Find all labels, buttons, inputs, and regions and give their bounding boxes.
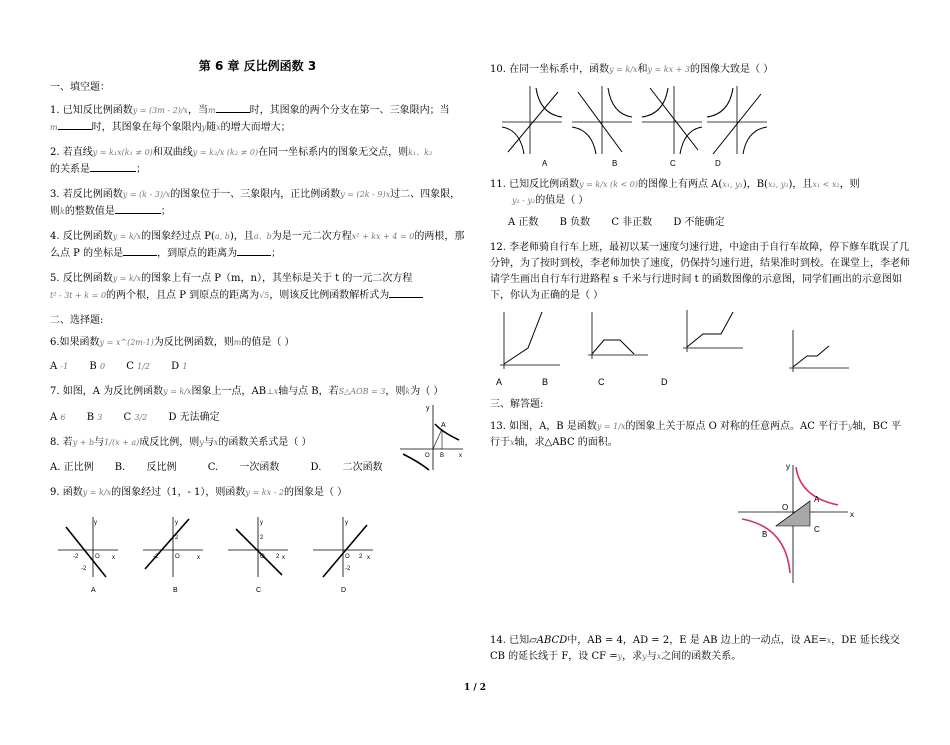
svg-text:O: O: [95, 554, 100, 560]
q9-graph-b: [143, 517, 203, 594]
option-b[interactable]: B 0: [89, 361, 106, 372]
point-label-a: A: [441, 422, 446, 429]
option-c[interactable]: C 非正数: [611, 217, 653, 228]
answer-blank[interactable]: [237, 245, 271, 256]
svg-text:x: x: [367, 555, 370, 561]
answer-blank[interactable]: [58, 119, 92, 130]
svg-text:2: 2: [276, 554, 280, 560]
q12-graph-c: [661, 310, 743, 387]
q12-graphs: [494, 310, 854, 388]
svg-text:O: O: [345, 554, 350, 560]
axis-label-y: y: [426, 405, 430, 412]
q12-graph-b: [542, 312, 648, 387]
svg-text:y: y: [260, 520, 263, 526]
svg-text:x: x: [112, 555, 115, 561]
section-answer-heading: 三、解答题:: [490, 399, 544, 410]
answer-blank[interactable]: [389, 287, 423, 298]
q9-graph-d: [313, 517, 373, 594]
svg-text:-2: -2: [73, 554, 79, 560]
graph-label-a: A: [91, 587, 96, 594]
formula: y = (3m - 2)/x: [132, 106, 189, 115]
option-c[interactable]: C. 一次函数: [207, 462, 280, 473]
graph-label-c: C: [598, 377, 605, 387]
option-c[interactable]: C 1/2: [126, 361, 150, 372]
option-b[interactable]: B 负数: [559, 217, 591, 228]
question-3: 3. 若反比例函数y = (k - 3)/x的图象位于一、三象限内，正比例函数y = (2k - 9)x过二、四象限，则k的整数值是 ；: [50, 189, 461, 217]
question-7: 7. 如图，A 为反比例函数y = k/x图象上一点，AB⊥x轴与点 B，若S△AOB = 3，则k为（ ） A 6 B 3 C 3/2 D 无法确定 y A O B x: [50, 384, 465, 426]
point-label-b: B: [762, 530, 768, 539]
section-fill-heading: 一、填空题：: [50, 82, 110, 93]
page-number: 1 / 2: [463, 683, 487, 693]
page-title: 第 6 章 反比例函数 3: [198, 59, 317, 73]
svg-text:O: O: [260, 554, 265, 560]
answer-blank[interactable]: [123, 245, 157, 256]
option-a[interactable]: A 正数: [508, 217, 539, 228]
question-9: 9. 函数y = k/x的图象经过（1，- 1），则函数y = kx - 2的图象是（ ） y x O -2 -2 A y x O 2 -2 B y x O 2 2 C y x O 2 -2 D: [50, 485, 465, 597]
svg-text:-2: -2: [345, 566, 351, 572]
graph-label-a: A: [496, 377, 503, 387]
option-d[interactable]: D 1: [171, 361, 188, 372]
question-12: 12. 李老师骑自行车上班，最初以某一速度匀速行进，中途由于自行车故障，停下修车耽误了几分钟，为了按时到校，李老师加快了速度，仍保持匀速行进，结果准时到校。在课堂上，李老师请学生画出自行车行进路程 s 千米与行进时间 t 的函数图像的示意图，同学们画出的示意图如下，你认为正确的是（ ） A B C D: [490, 242, 910, 387]
option-b[interactable]: B. 反比例: [114, 462, 177, 473]
q10-graph-c: [642, 86, 702, 168]
options: [508, 215, 910, 231]
origin-label: O: [782, 503, 789, 512]
question-4: 4. 反比例函数y = k/x的图象经过点 P(a, b)，且a、b为是一元二次方程x² + kx + 4 = 0的两根，那么点 P 的坐标是 ，到原点的距离为 ；: [50, 231, 465, 259]
axis-label-x: x: [459, 453, 462, 459]
question-10: 10. 在同一坐标系中，函数y = k/x和y = kx + 3的图像大致是（ ） A B C D: [490, 64, 774, 168]
svg-text:y: y: [345, 520, 348, 526]
question-6: 6.如果函数y = x^(2m-1)为反比例函数，则m的值是（ ） A -1 B 0 C 1/2 D 1: [50, 335, 465, 375]
q13-figure: [738, 457, 868, 587]
q9-graphs: [58, 517, 378, 597]
point-label-b: B: [440, 453, 445, 459]
question-2: 2. 若直线y = k₁x(k₁ ≠ 0)和双曲线y = k₂/x (k₂ ≠ 0)在同一坐标系内的图象无交点，则k₁、k₂ 的关系是 ；: [50, 147, 433, 175]
q7-figure: [395, 402, 465, 472]
svg-text:-2: -2: [153, 554, 159, 560]
axis-label-x: x: [850, 510, 854, 519]
origin-label: O: [425, 453, 430, 459]
graph-label-b: B: [542, 377, 549, 387]
options: [50, 359, 465, 375]
svg-text:-2: -2: [81, 566, 87, 572]
answer-blank[interactable]: [115, 203, 161, 214]
axis-label-y: y: [786, 462, 790, 471]
svg-text:x: x: [197, 555, 200, 561]
svg-text:2: 2: [175, 535, 179, 541]
svg-text:y: y: [175, 520, 178, 526]
q9-graph-c: [228, 517, 288, 594]
q12-graph-a: [496, 312, 560, 387]
question-14: 14. 已知▱ABCD中，AB = 4，AD = 2，E 是 AB 边上的一动点，设 AE=x，DE 延长线交 CB 的延长线于 F，设 CF =y，求y与x之间的函数关系。: [490, 635, 900, 662]
option-a[interactable]: A -1: [50, 361, 69, 372]
svg-text:y: y: [94, 520, 97, 526]
option-d[interactable]: D 无法确定: [168, 412, 220, 423]
q10-graphs: [502, 84, 772, 168]
q10-graph-b: [572, 86, 632, 168]
graph-label-a: A: [542, 159, 548, 168]
graph-label-d: D: [715, 159, 721, 168]
graph-label-b: B: [173, 587, 178, 594]
graph-label-d: D: [341, 587, 347, 594]
graph-label-c: C: [256, 587, 262, 594]
section-choice-heading: 二、选择题:: [50, 315, 104, 326]
question-8: 8. 若y + b与1/(x + a)成反比例，则y与x的函数关系式是（ ） A. 正比例 B. 反比例 C. 一次函数 D. 二次函数: [50, 435, 465, 476]
question-1: 1. 已知反比例函数y = (3m - 2)/x，当m 时，其图象的两个分支在第一、三象限内；当 m 时，其图象在每个象限内y随x的增大而增大；: [50, 102, 465, 136]
svg-text:x: x: [282, 555, 285, 561]
svg-text:O: O: [175, 554, 180, 560]
q10-graph-d: [707, 86, 767, 168]
graph-label-b: B: [612, 159, 618, 168]
option-d[interactable]: D 不能确定: [673, 217, 725, 228]
question-5: 5. 反比例函数y = k/x的图象上有一点 P（m，n），其坐标是关于 t 的一元二次方程 t² - 3t + k = 0的两个根，且点 P 到原点的距离为√5，则该反比例函数解析式为: [50, 271, 465, 304]
question-13: 13. 如图，A，B 是函数y = 1/x的图象上关于原点 O 对称的任意两点。AC 平行于y轴，BC 平行于x轴，求△ABC 的面积。 y x O A B C: [490, 419, 910, 587]
option-d[interactable]: D. 二次函数: [310, 462, 383, 473]
graph-label-c: C: [670, 159, 676, 168]
right-column: [490, 62, 910, 674]
graph-label-d: D: [661, 377, 668, 387]
q10-graph-a: [502, 86, 562, 168]
option-b[interactable]: B 3: [86, 412, 103, 423]
answer-blank[interactable]: [216, 102, 250, 113]
q9-graph-a: [58, 517, 118, 594]
answer-blank[interactable]: [90, 161, 136, 172]
q12-graph-d: [789, 330, 849, 372]
option-a[interactable]: A 6: [50, 412, 66, 423]
svg-text:2: 2: [359, 554, 363, 560]
option-c[interactable]: C 3/2: [123, 412, 148, 423]
point-label-a: A: [814, 495, 820, 504]
option-a[interactable]: A. 正比例: [50, 462, 94, 473]
left-column: [50, 58, 465, 606]
point-label-c: C: [814, 525, 820, 534]
question-11: 11. 已知反比例函数y = k/x (k < 0)的图像上有两点 A(x₁, y₁)，B(x₂, y₂)，且x₁ < x₂，则 y₁ - y₂的值是（ ） A 正数 B 负数 C 非正数 D 不能确定: [490, 177, 910, 231]
svg-text:2: 2: [260, 535, 264, 541]
